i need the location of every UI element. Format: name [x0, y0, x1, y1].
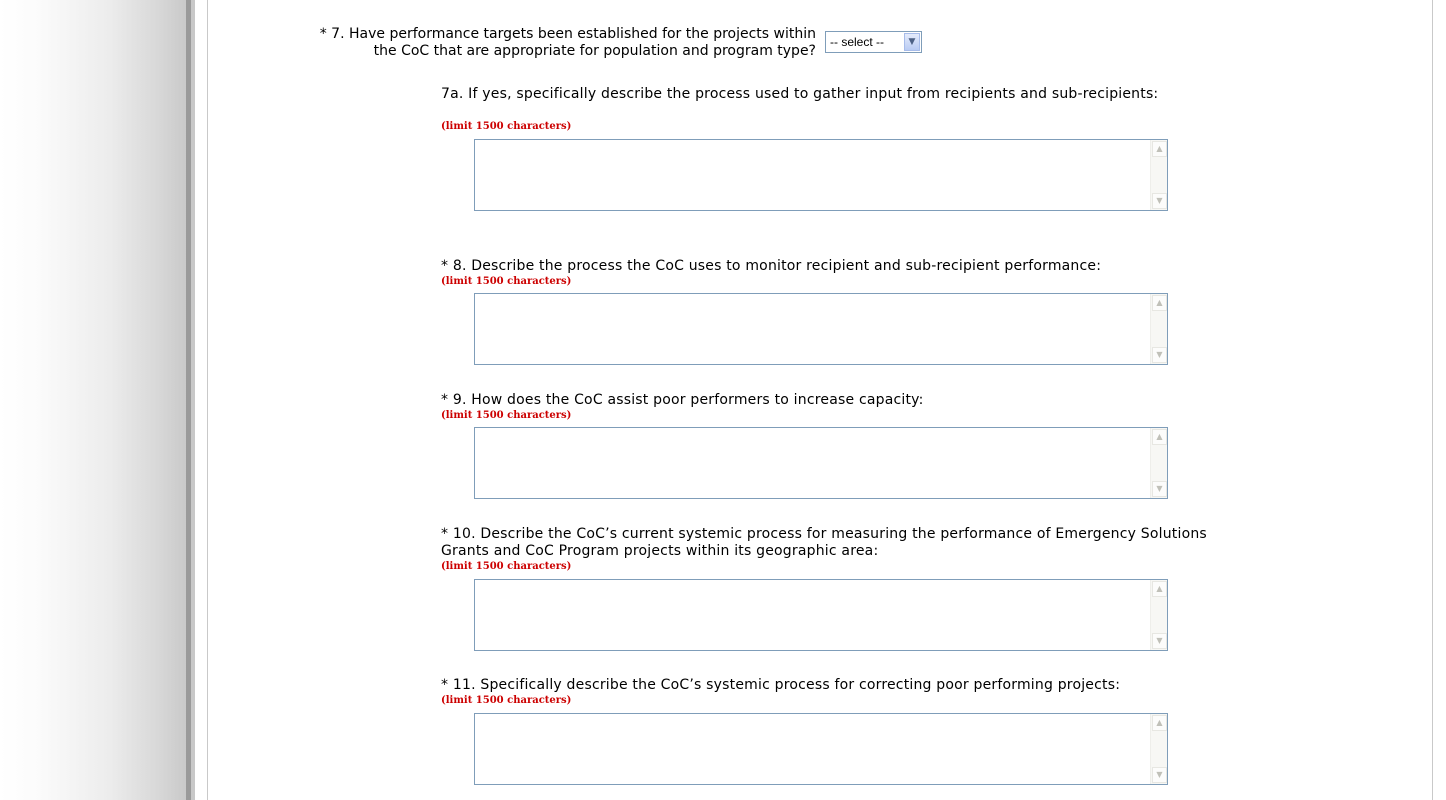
textarea-scrollbar[interactable] [1150, 428, 1167, 498]
scroll-down-arrow-icon[interactable]: ▼ [1152, 347, 1167, 363]
textarea-scrollbar[interactable] [1150, 140, 1167, 210]
question-9-label: * 9. How does the CoC assist poor performers to increase capacity: [441, 392, 924, 408]
question-11-input[interactable] [475, 714, 1151, 784]
question-7-label [250, 26, 816, 60]
content-right-border [1432, 0, 1433, 800]
question-10-limit: (limit 1500 characters) [441, 561, 572, 572]
question-8-label: * 8. Describe the process the CoC uses to monitor recipient and sub-recipient performance: [441, 258, 1102, 274]
scroll-up-arrow-icon[interactable]: ▲ [1152, 141, 1167, 157]
question-7a-label: 7a. If yes, specifically describe the process used to gather input from recipients and sub-recipients: [441, 86, 1159, 102]
scroll-up-arrow-icon[interactable]: ▲ [1152, 429, 1167, 445]
left-gutter [0, 0, 186, 800]
question-11-textarea[interactable] [474, 713, 1168, 785]
question-10-label: * 10. Describe the CoC’s current systemic process for measuring the performance of Emergency Solutions Grants and CoC Program projects within its geographic area: [441, 526, 1207, 559]
textarea-scrollbar[interactable] [1150, 294, 1167, 364]
scroll-down-arrow-icon[interactable]: ▼ [1152, 767, 1167, 783]
question-11-label: * 11. Specifically describe the CoC’s systemic process for correcting poor performing projects: [441, 677, 1121, 693]
scroll-down-arrow-icon[interactable]: ▼ [1152, 481, 1167, 497]
question-9-input[interactable] [475, 428, 1151, 498]
content-left-border [207, 0, 208, 800]
question-10-input[interactable] [475, 580, 1151, 650]
question-9-limit: (limit 1500 characters) [441, 410, 572, 421]
scroll-up-arrow-icon[interactable]: ▲ [1152, 581, 1167, 597]
question-8-textarea[interactable] [474, 293, 1168, 365]
question-10-textarea[interactable] [474, 579, 1168, 651]
question-7-line1: * 7. Have performance targets been established for the projects within [319, 26, 816, 42]
frame-divider-inner [191, 0, 195, 800]
textarea-scrollbar[interactable] [1150, 714, 1167, 784]
scroll-down-arrow-icon[interactable]: ▼ [1152, 193, 1167, 209]
question-7a-textarea[interactable] [474, 139, 1168, 211]
question-11-limit: (limit 1500 characters) [441, 695, 572, 706]
scroll-down-arrow-icon[interactable]: ▼ [1152, 633, 1167, 649]
question-8-input[interactable] [475, 294, 1151, 364]
scroll-up-arrow-icon[interactable]: ▲ [1152, 295, 1167, 311]
scroll-up-arrow-icon[interactable]: ▲ [1152, 715, 1167, 731]
question-7-select[interactable] [825, 31, 922, 53]
question-8-limit: (limit 1500 characters) [441, 276, 572, 287]
question-7-line2: the CoC that are appropriate for population and program type? [373, 43, 816, 59]
question-7a-limit: (limit 1500 characters) [441, 121, 572, 132]
question-9-textarea[interactable] [474, 427, 1168, 499]
textarea-scrollbar[interactable] [1150, 580, 1167, 650]
chevron-down-icon[interactable]: ▼ [904, 33, 920, 51]
question-7a-input[interactable] [475, 140, 1151, 210]
select-value: -- select -- [830, 35, 884, 49]
